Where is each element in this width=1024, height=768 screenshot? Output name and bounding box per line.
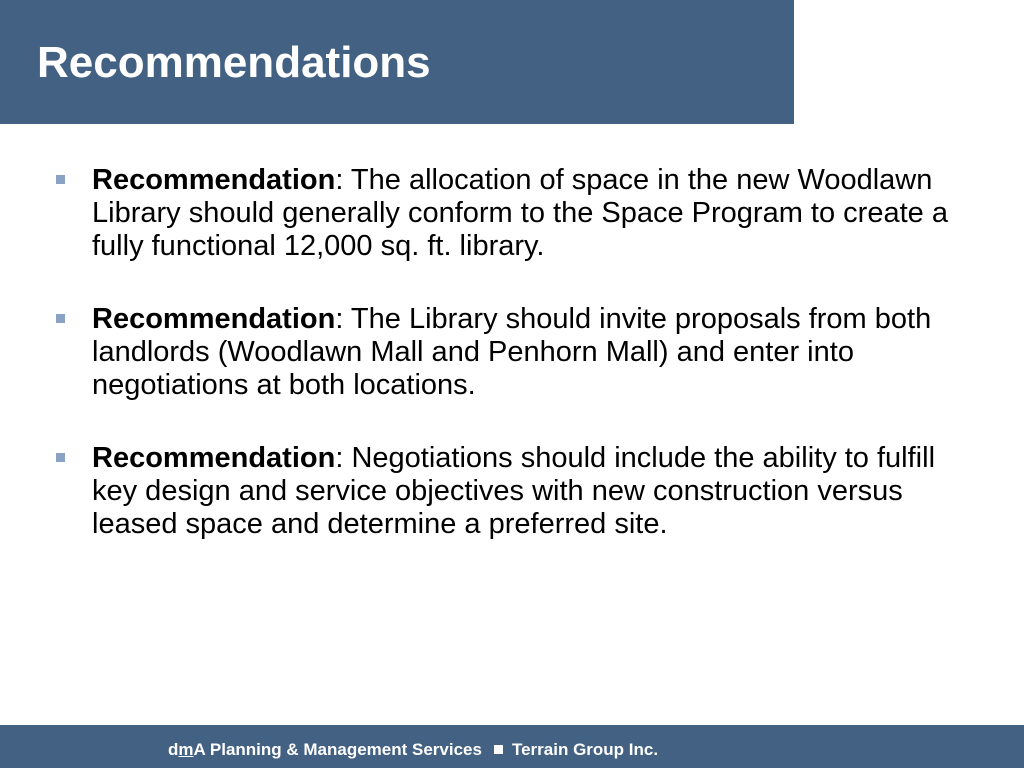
recommendation-text: : Negotiations should include the ability to fulfill key design and service objectives with new construction versus leased space and determine a preferred site. xyxy=(92,442,936,540)
recommendation-list xyxy=(55,164,985,581)
title-bar xyxy=(0,0,794,124)
footer-brand-prefix: d xyxy=(168,740,179,759)
recommendation-text: : The allocation of space in the new Woodlawn Library should generally conform to the Space Program to create a fully functional 12,000 sq. ft. library. xyxy=(92,164,948,262)
square-bullet-icon xyxy=(56,314,65,323)
footer-brand-suffix: A Planning & Management Services xyxy=(193,740,482,759)
recommendation-label: Recommendation xyxy=(92,164,336,196)
footer-credits xyxy=(168,740,658,760)
footer-brand-underlined: m xyxy=(178,740,194,759)
recommendation-label: Recommendation xyxy=(92,442,336,474)
recommendation-item xyxy=(55,164,985,263)
recommendation-item xyxy=(55,442,985,541)
footer-bar xyxy=(0,725,1024,768)
footer-brand xyxy=(168,740,482,759)
recommendation-text: : The Library should invite proposals from both landlords (Woodlawn Mall and Penhorn Mall) and enter into negotiations at both locations. xyxy=(92,303,932,401)
recommendation-item xyxy=(55,303,985,402)
recommendation-label: Recommendation xyxy=(92,303,336,335)
square-bullet-icon xyxy=(56,453,65,462)
square-separator-icon xyxy=(494,745,503,754)
slide-title: Recommendations xyxy=(37,38,431,87)
footer-partner: Terrain Group Inc. xyxy=(511,740,659,759)
square-bullet-icon xyxy=(56,175,65,184)
